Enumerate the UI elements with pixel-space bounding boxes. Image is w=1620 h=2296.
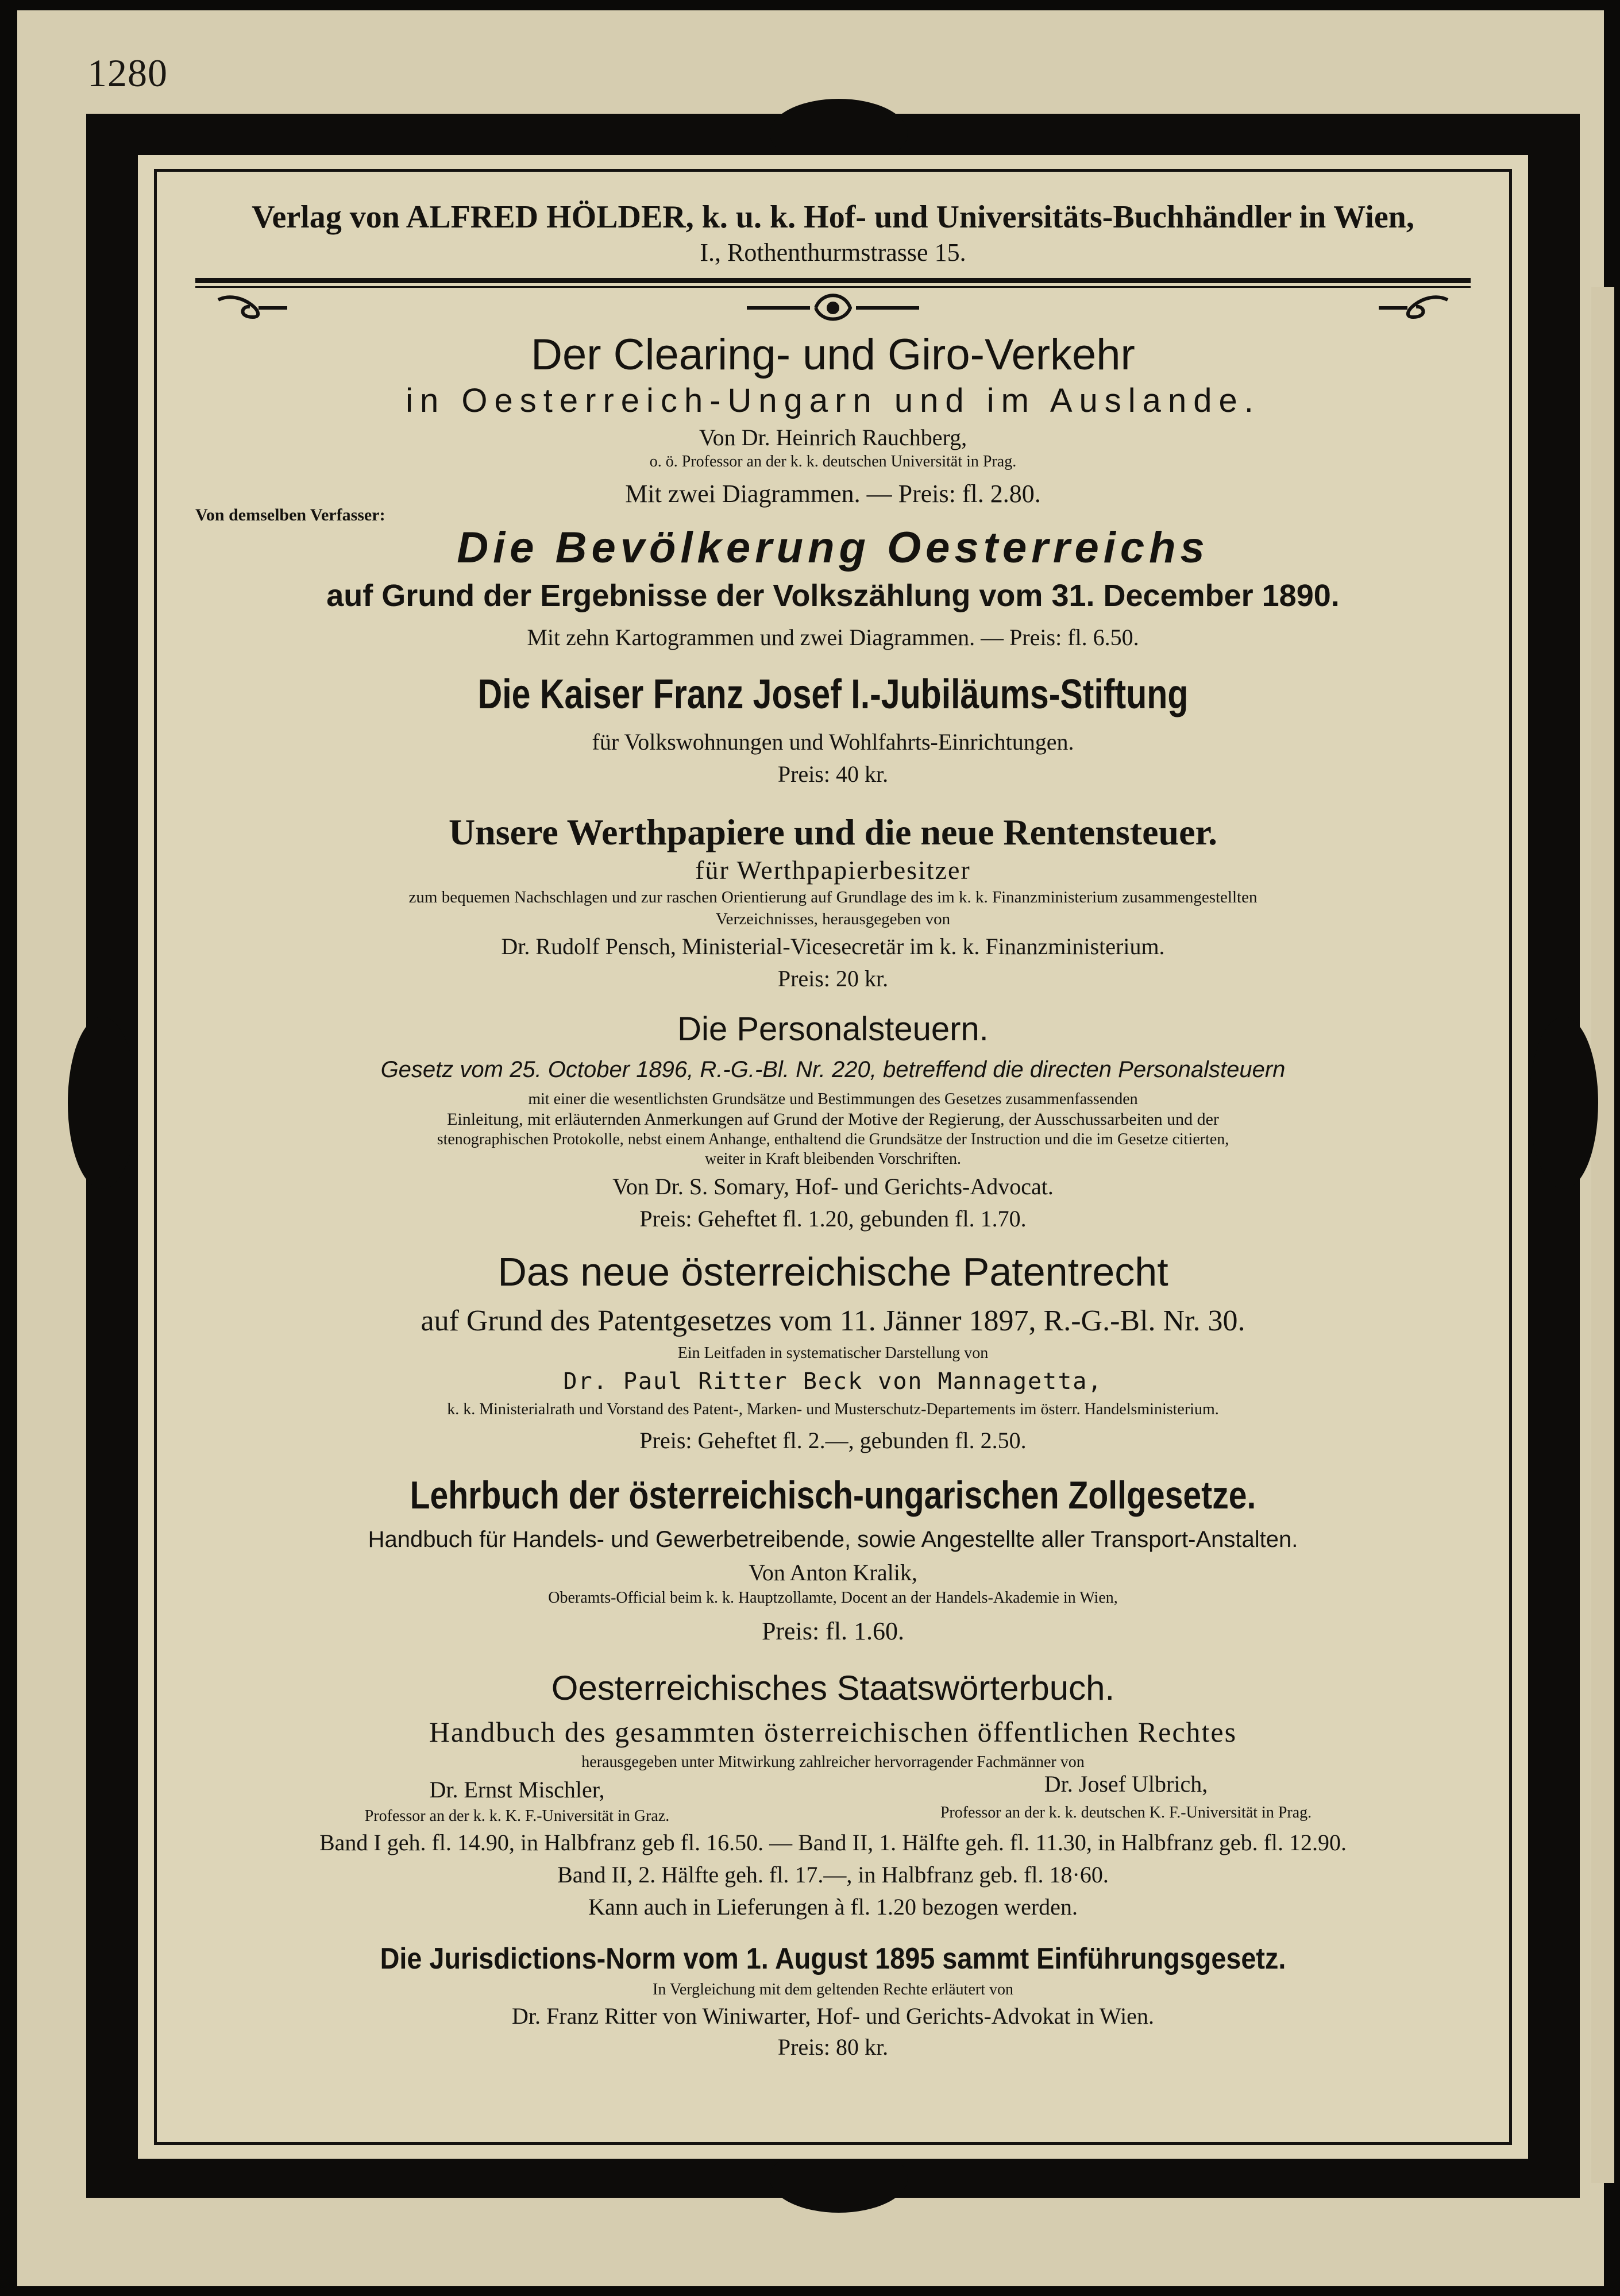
publisher-line: Verlag von ALFRED HÖLDER, k. u. k. Hof- und Universitäts-Buchhändler in Wien, <box>252 199 1414 235</box>
ad2-subtitle: auf Grund der Ergebnisse der Volkszählung vom 31. December 1890. <box>326 578 1340 613</box>
publisher-address: I., Rothenthurmstrasse 15. <box>700 238 966 267</box>
ad8-price-line3: Kann auch in Lieferungen à fl. 1.20 bezogen werden. <box>588 1894 1078 1920</box>
ad3-price: Preis: 40 kr. <box>777 761 889 787</box>
advertisement-panel <box>138 155 1528 2159</box>
ad9-desc: In Vergleichung mit dem geltenden Rechte erläutert von <box>653 1981 1013 1998</box>
ad8-subtitle: Handbuch des gesammten österreichischen öffentlichen Rechtes <box>429 1716 1237 1748</box>
ad6-title: Das neue österreichische Patentrecht <box>497 1249 1168 1294</box>
ad6-subtitle: auf Grund des Patentgesetzes vom 11. Jänner 1897, R.-G.-Bl. Nr. 30. <box>421 1305 1245 1337</box>
ad7-price: Preis: fl. 1.60. <box>761 1617 905 1645</box>
ornament-scroll-icon <box>207 288 1459 329</box>
ad1-subtitle: in Oesterreich-Ungarn und im Auslande. <box>406 382 1260 419</box>
ad4-desc-line1: zum bequemen Nachschlagen und zur raschen Orientierung auf Grundlage des im k. k. Finanzministerium zusammengestellten <box>408 888 1258 906</box>
ad2-title: Die Bevölkerung Oesterreichs <box>457 523 1209 572</box>
frame-ornament-left <box>68 1017 137 1189</box>
ad2-price: Mit zehn Kartogrammen und zwei Diagrammen. — Preis: fl. 6.50. <box>527 624 1139 650</box>
ad4-title: Unsere Werthpapiere und die neue Rentensteuer. <box>448 812 1218 852</box>
ad7-author: Von Anton Kralik, <box>749 1560 917 1585</box>
ad9-title: Die Jurisdictions-Norm vom 1. August 1895 sammt Einführungsgesetz. <box>380 1942 1286 1975</box>
ad8-desc: herausgegeben unter Mitwirkung zahlreicher hervorragender Fachmänner von <box>581 1753 1085 1771</box>
ad3-title: Die Kaiser Franz Josef I.-Jubiläums-Stiftung <box>477 672 1189 717</box>
ad5-author: Von Dr. S. Somary, Hof- und Gerichts-Advocat. <box>612 1174 1054 1199</box>
ad8-price-line2: Band II, 2. Hälfte geh. fl. 17.—, in Halbfranz geb. fl. 18·60. <box>557 1862 1109 1888</box>
ad5-desc-line3: stenographischen Protokolle, nebst einem Anhange, enthaltend die Grundsätze der Instruction und die im Gesetze citierten, <box>437 1130 1229 1148</box>
ad8-price-line1: Band I geh. fl. 14.90, in Halbfranz geb fl. 16.50. — Band II, 1. Hälfte geh. fl. 11.30, in Halbfranz geb. fl. 12.90. <box>319 1830 1347 1855</box>
ad1-author-role: o. ö. Professor an der k. k. deutschen Universität in Prag. <box>649 453 1017 470</box>
ad8-editor1-role: Professor an der k. k. K. F.-Universität in Graz. <box>364 1807 670 1825</box>
ad4-desc-line2: Verzeichnisses, herausgegeben von <box>715 910 951 928</box>
ad5-title: Die Personalsteuern. <box>677 1010 989 1048</box>
ad6-author-role: k. k. Ministerialrath und Vorstand des Patent-, Marken- und Musterschutz-Departements im österr. Handelsministerium. <box>447 1400 1219 1418</box>
ad8-editor1: Dr. Ernst Mischler, <box>429 1777 605 1803</box>
ad4-author: Dr. Rudolf Pensch, Ministerial-Vicesecretär im k. k. Finanzministerium. <box>501 933 1165 959</box>
advertisement-content <box>161 176 1505 2138</box>
ad1-title: Der Clearing- und Giro-Verkehr <box>531 330 1135 379</box>
ad3-subtitle: für Volkswohnungen und Wohlfahrts-Einrichtungen. <box>592 729 1074 755</box>
ad8-title: Oesterreichisches Staatswörterbuch. <box>551 1669 1115 1707</box>
ad5-law: Gesetz vom 25. October 1896, R.-G.-Bl. Nr. 220, betreffend die directen Personalsteuern <box>380 1057 1286 1082</box>
frame-ornament-right <box>1529 1017 1598 1189</box>
ad6-price: Preis: Geheftet fl. 2.—, gebunden fl. 2.50. <box>639 1427 1027 1453</box>
ad2-intro: Von demselben Verfasser: <box>195 505 385 524</box>
ad9-price: Preis: 80 kr. <box>777 2034 889 2060</box>
ad5-desc-line1: mit einer die wesentlichsten Grundsätze und Bestimmungen des Gesetzes zusammenfassenden <box>528 1090 1138 1108</box>
ad6-author: Dr. Paul Ritter Beck von Mannagetta, <box>563 1368 1103 1395</box>
ad5-price: Preis: Geheftet fl. 1.20, gebunden fl. 1.70. <box>639 1206 1027 1232</box>
ad7-author-role: Oberamts-Official beim k. k. Hauptzollamte, Docent an der Handels-Akademie in Wien, <box>548 1589 1118 1607</box>
ad5-desc-line2: Einleitung, mit erläuternden Anmerkungen auf Grund der Motive der Regierung, der Ausschussarbeiten und der <box>447 1110 1219 1129</box>
ad4-price: Preis: 20 kr. <box>777 966 889 991</box>
ad5-desc-line4: weiter in Kraft bleibenden Vorschriften. <box>704 1150 962 1168</box>
ad7-title: Lehrbuch der österreichisch-ungarischen Zollgesetze. <box>410 1473 1256 1517</box>
page-number: 1280 <box>87 51 168 95</box>
ad9-author: Dr. Franz Ritter von Winiwarter, Hof- und Gerichts-Advokat in Wien. <box>512 2003 1154 2029</box>
ad1-price: Mit zwei Diagrammen. — Preis: fl. 2.80. <box>625 480 1041 508</box>
ad6-desc: Ein Leitfaden in systematischer Darstellung von <box>677 1344 989 1362</box>
ad7-subtitle: Handbuch für Handels- und Gewerbetreibende, sowie Angestellte aller Transport-Anstalten. <box>368 1527 1298 1552</box>
ad8-editor2-role: Professor an der k. k. deutschen K. F.-Universität in Prag. <box>940 1804 1312 1822</box>
ad1-author: Von Dr. Heinrich Rauchberg, <box>699 425 967 450</box>
ad8-editor2: Dr. Josef Ulbrich, <box>1044 1771 1208 1797</box>
paper-edge <box>1591 287 1614 2183</box>
ad4-subtitle: für Werthpapierbesitzer <box>695 855 971 885</box>
